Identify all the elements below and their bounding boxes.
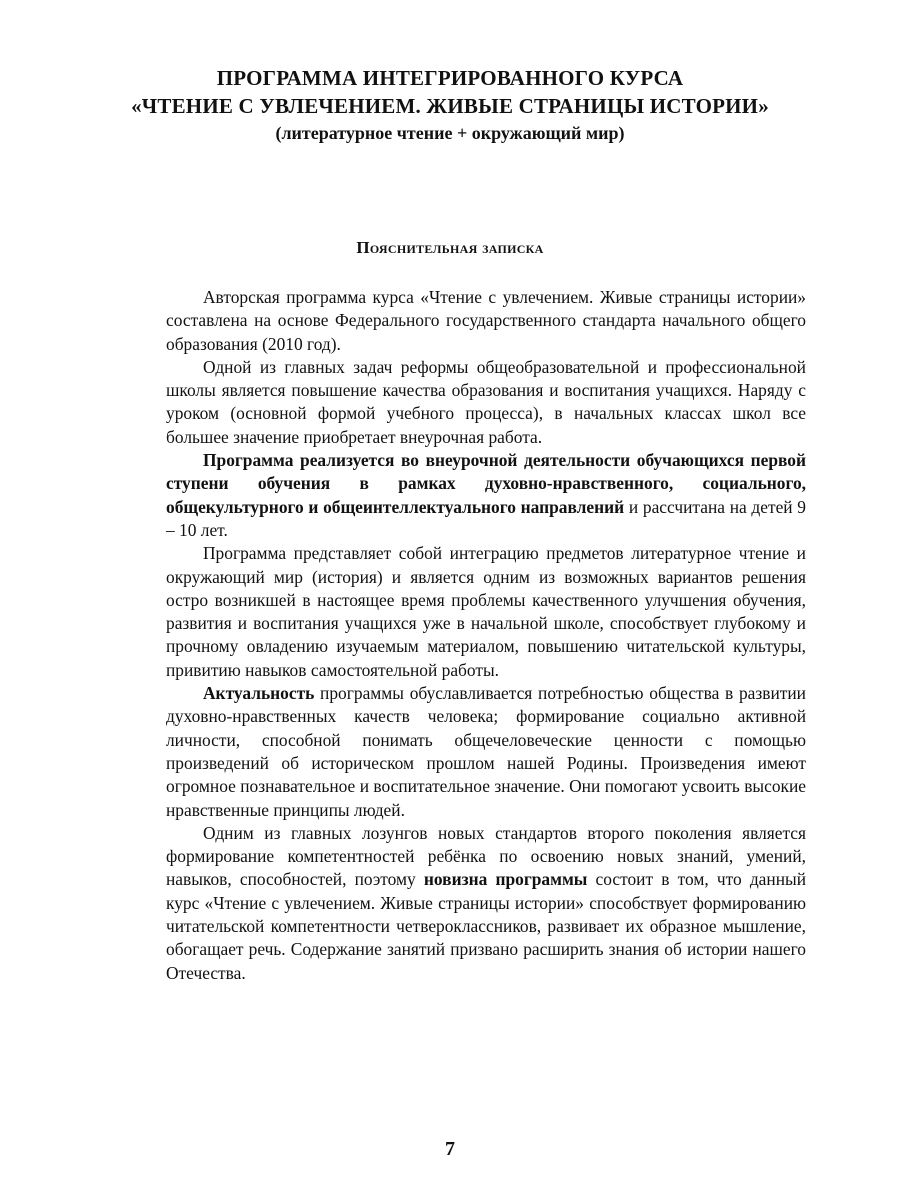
paragraph-6 — [166, 822, 806, 985]
paragraph-3 — [166, 449, 806, 542]
title-line-2: «ЧТЕНИЕ С УВЛЕЧЕНИЕМ. ЖИВЫЕ СТРАНИЦЫ ИСТОРИИ» — [131, 94, 769, 118]
page-number: 7 — [445, 1138, 455, 1160]
paragraph-4 — [166, 542, 806, 682]
document-title — [0, 64, 900, 146]
paragraph-text: Авторская программа курса «Чтение с увлечением. Живые страницы истории» составлена на основе Федерального государственного стандарта начального общего образования (2010 год). — [166, 287, 806, 354]
paragraph-5 — [166, 682, 806, 822]
paragraph-text-end: состоит в том, что данный курс «Чтение с увлечением. Живые страницы истории» способствует формированию читательской компетентности четвероклассников, развивает их образное мышление, обогащает речь. Содержание занятий призвано расширить знания об истории нашего Отечества. — [166, 869, 806, 983]
paragraph-1 — [166, 286, 806, 356]
paragraph-bold-text: Актуальность — [203, 683, 315, 704]
section-heading: Пояснительная записка — [356, 238, 544, 257]
title-line-1: ПРОГРАММА ИНТЕГРИРОВАННОГО КУРСА — [216, 66, 684, 90]
paragraph-2 — [166, 356, 806, 449]
title-subtitle: (литературное чтение + окружающий мир) — [275, 123, 625, 143]
paragraph-text: Одним из главных лозунгов новых стандартов второго поколения является формирование компетентностей ребёнка по освоению новых знаний, умений, навыков, способностей, поэтому — [166, 822, 806, 890]
paragraph-text: и рассчитана на детей 9 – 10 лет. — [166, 496, 807, 540]
paragraph-text: Одной из главных задач реформы общеобразовательной и профессиональной школы является повышение качества образования и воспитания учащихся. Наряду с уроком (основной формой учебного процесса), в начальных классах школ все большее значение приобретает внеурочная работа. — [166, 356, 806, 447]
paragraph-text: программы обуславливается потребностью общества в развитии духовно-нравственных качеств человека; формирование социально активной личности, способной понимать общечеловеческие ценности с помощью произведений об историческом прошлом нашей Родины. Произведения имеют огромное познавательное и воспитательное значение. Они помогают усвоить высокие нравственные принципы людей. — [166, 683, 806, 820]
paragraph-bold-text: Программа реализуется во внеурочной деятельности обучающихся первой ступени обучения в рамках духовно-нравственного, социального, общекультурного и общеинтеллектуального направлений — [166, 450, 806, 517]
paragraph-bold-text: новизна программы — [423, 869, 588, 890]
body-text — [166, 286, 806, 985]
paragraph-text: Программа представляет собой интеграцию предметов литературное чтение и окружающий мир (история) и является одним из возможных вариантов решения остро возникшей в настоящее время проблемы качественного улучшения обучения, развития и воспитания учащихся уже в начальной школе, способствует глубокому и прочному овладению изучаемым материалом, повышению читательской культуры, привитию навыков самостоятельной работы. — [166, 543, 806, 680]
